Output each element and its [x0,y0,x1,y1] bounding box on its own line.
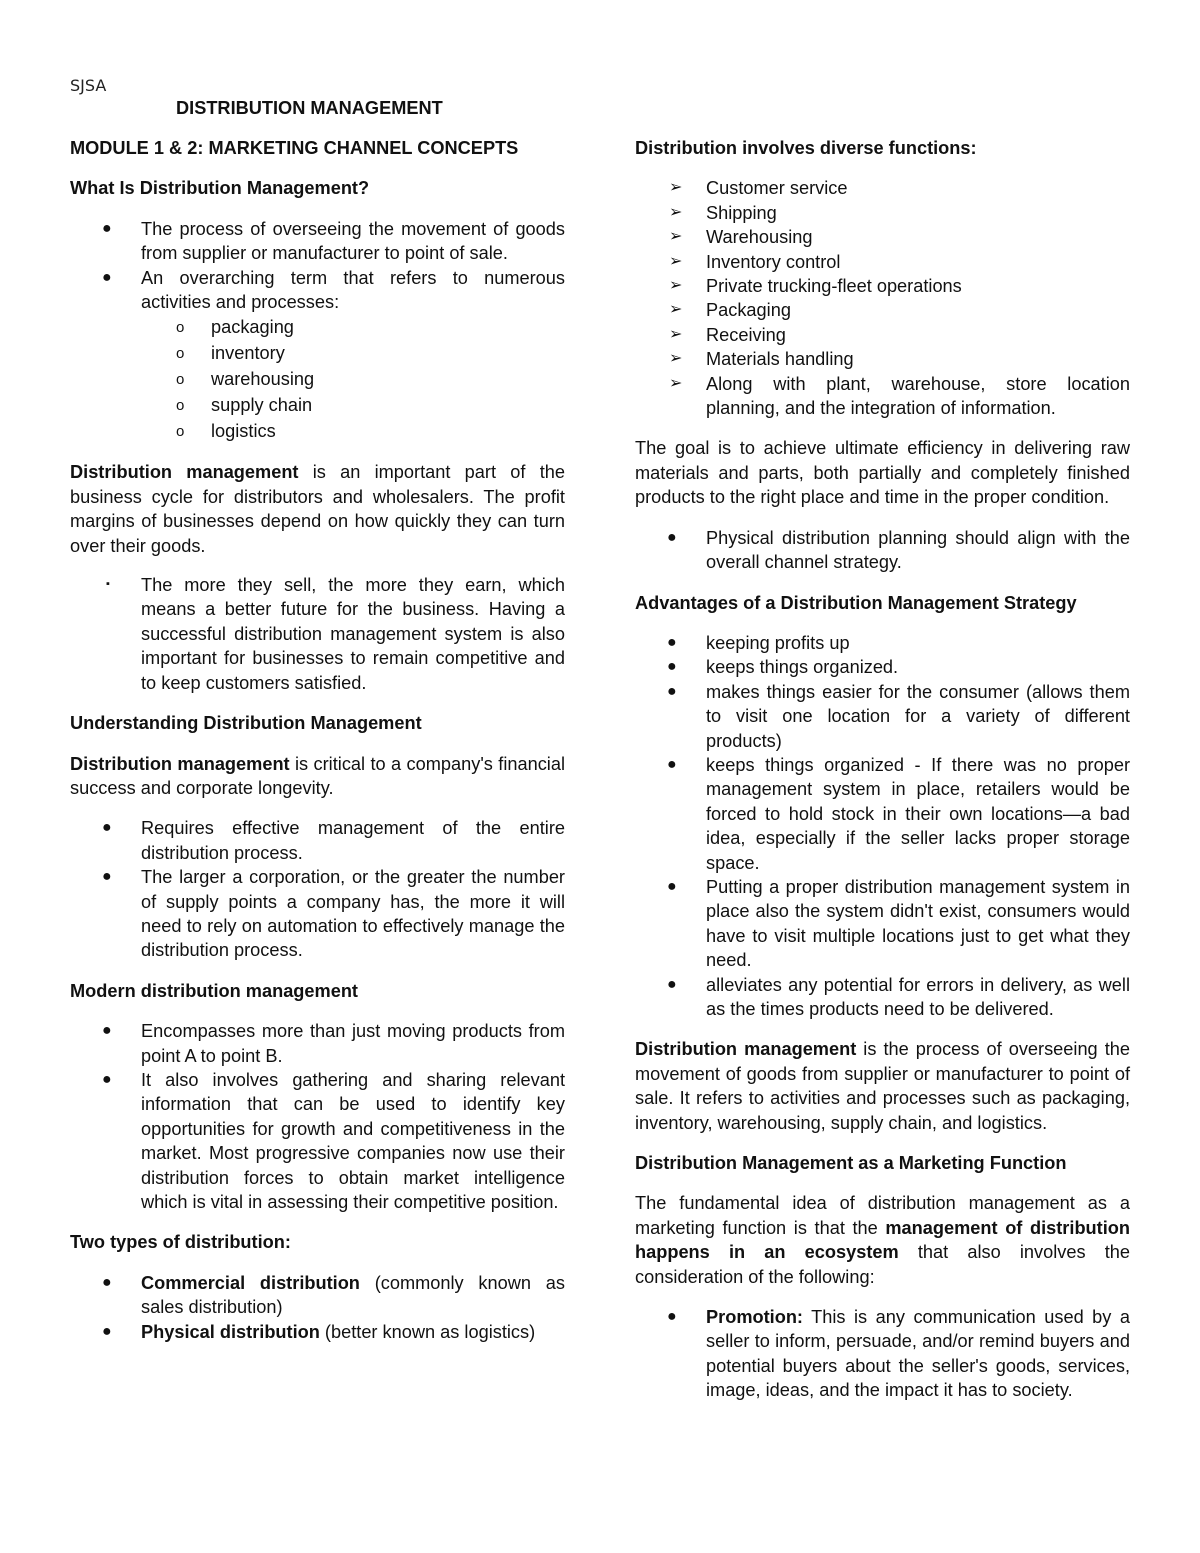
bullet-icon: ● [667,755,677,773]
bullet-icon: ● [102,1273,112,1291]
arrow-bullet-icon: ➢ [669,350,683,368]
list-item: ● Physical distribution (better known as logistics) [70,1320,565,1344]
bullet-icon: ● [102,868,112,886]
bullet-icon: ● [102,268,112,286]
list-item: ➢ Receiving [635,323,1130,347]
functions-heading: Distribution involves diverse functions: [635,138,977,158]
bullet-icon: ● [667,682,677,700]
bullet-icon: ● [102,819,112,837]
circle-bullet-icon: o [176,345,185,363]
bullet-icon: ● [102,1070,112,1088]
list-item: ➢ Private trucking-fleet operations [635,274,1130,298]
paragraph: The fundamental idea of distribution management as a marketing function is that the management of distribution happens in an ecosystem that also involves the consideration of the following: [635,1193,1131,1287]
list-item: ● alleviates any potential for errors in delivery, as well as the times products need to be delivered. [667,974,1130,1019]
bullet-icon: ● [667,658,677,676]
list-item: ➢ Warehousing [635,225,1130,249]
function-heading: Distribution Management as a Marketing Function [635,1153,1067,1174]
understanding-heading: Understanding Distribution Management [70,713,422,734]
bullet-icon: ● [102,1322,112,1340]
circle-bullet-icon: o [176,423,185,441]
list-item: ➢ Packaging [635,298,1130,322]
what-bullet-list [70,217,565,315]
square-bullet-icon: ▪ [106,578,110,591]
advantages-heading: Advantages of a Distribution Management Strategy [635,592,1077,613]
bullet-icon: ● [667,975,677,993]
paragraph: Distribution management is an important part of the business cycle for distributors and wholesalers. The profit margins of businesses depend on how quickly they can turn over their goods. [70,462,565,556]
list-item: ● keeps things organized - If there was no proper management system in place, retailers would be forced to hold stock in their own locations—a bad idea, especially if the seller lacks proper storage space. [667,754,1130,873]
types-bullet-list [70,1271,565,1344]
list-item: ➢ Materials handling [635,347,1130,371]
modern-heading: Modern distribution management [70,980,358,1001]
list-item: ● Physical distribution planning should align with the overall channel strategy. [667,527,1130,573]
list-item: o packaging [70,314,565,340]
bullet-icon: ● [667,1308,677,1326]
list-item: ● Commercial distribution (commonly known as sales distribution) [102,1272,565,1318]
list-item: ● Promotion: This is any communication used by a seller to inform, persuade, and/or remind buyers and potential buyers about the seller's goods, services, image, ideas, and the impact it has to society. [667,1307,1130,1401]
list-item: o warehousing [70,366,565,392]
arrow-bullet-icon: ➢ [669,228,683,246]
arrow-bullet-icon: ➢ [669,374,683,392]
advantages-list [635,631,1130,1022]
list-item: ➢ Customer service [635,176,1130,200]
list-item: ● Requires effective management of the entire distribution process. [102,818,565,863]
arrow-bullet-icon: ➢ [669,252,683,270]
list-item: ● An overarching term that refers to numerous activities and processes: [102,267,565,313]
list-item: ● It also involves gathering and sharing relevant information that can be used to identify key opportunities for growth and competitiveness in the market. Most progressive companies now use their distribution forces to obtain market intelligence which is vital in assessing their competitive position. [102,1069,565,1212]
bullet-icon: ● [102,1022,112,1040]
square-bullet-list [70,573,565,695]
bullet-icon: ● [667,528,677,546]
list-item: ➢ Inventory control [635,250,1130,274]
circle-bullet-icon: o [176,319,185,337]
types-heading: Two types of distribution: [70,1232,291,1253]
right-column [635,136,1130,1403]
modern-bullet-list [70,1019,565,1214]
arrow-bullet-icon: ➢ [669,203,683,221]
bullet-icon: ● [667,633,677,651]
arrow-bullet-icon: ➢ [669,179,683,197]
activities-list [70,314,565,444]
list-item: ● The process of overseeing the movement of goods from supplier or manufacturer to point of sale. [102,218,565,264]
list-item: ➢ Shipping [635,201,1130,225]
left-column [70,136,565,1344]
paragraph: Distribution management is the process of overseeing the movement of goods from supplier or manufacturer to point of sale. It refers to activities and processes such as packaging, inventory, warehousing, supply chain, and logistics. [635,1039,1130,1133]
promotion-list [635,1305,1130,1403]
arrow-bullet-icon: ➢ [669,325,683,343]
goal-bullet-list [635,526,1130,575]
list-item: ● Putting a proper distribution management system in place also the system didn't exist, consumers would have to visit multiple locations just to get what they need. [667,876,1130,971]
list-item: ● Encompasses more than just moving products from point A to point B. [102,1021,565,1066]
understanding-bullet-list [70,816,565,962]
paragraph: Distribution management is critical to a company's financial success and corporate longevity. [70,753,565,798]
list-item: o inventory [70,340,565,366]
list-item: ● keeping profits up [635,631,1130,655]
arrow-bullet-icon: ➢ [669,277,683,295]
circle-bullet-icon: o [176,371,185,389]
bullet-icon: ● [667,877,677,895]
bullet-icon: ● [102,219,112,237]
document-title: DISTRIBUTION MANAGEMENT [176,98,443,118]
functions-list [635,176,1130,420]
list-item: ● keeps things organized. [635,655,1130,679]
list-item: ● makes things easier for the consumer (allows them to visit one location for a variety of different products) [667,681,1130,751]
list-item: o supply chain [70,392,565,418]
list-item: ● The larger a corporation, or the greater the number of supply points a company has, the more it will need to rely on automation to effectively manage the distribution process. [102,867,565,961]
list-item: ▪ The more they sell, the more they earn, which means a better future for the business. Having a successful distribution management system is also important for businesses to remain competitive and to keep customers satisfied. [70,573,565,695]
arrow-bullet-icon: ➢ [669,301,683,319]
list-item: o logistics [70,418,565,444]
header-tag: SJSA [70,76,107,95]
module-heading: MODULE 1 & 2: MARKETING CHANNEL CONCEPTS [70,138,519,158]
list-item: ➢ Along with plant, warehouse, store location planning, and the integration of information. [669,373,1130,419]
goal-paragraph: The goal is to achieve ultimate efficiency in delivering raw materials and parts, both partially and completely finished products to the right place and time in the proper condition. [635,438,1130,508]
what-heading: What Is Distribution Management? [70,178,370,199]
circle-bullet-icon: o [176,397,185,415]
